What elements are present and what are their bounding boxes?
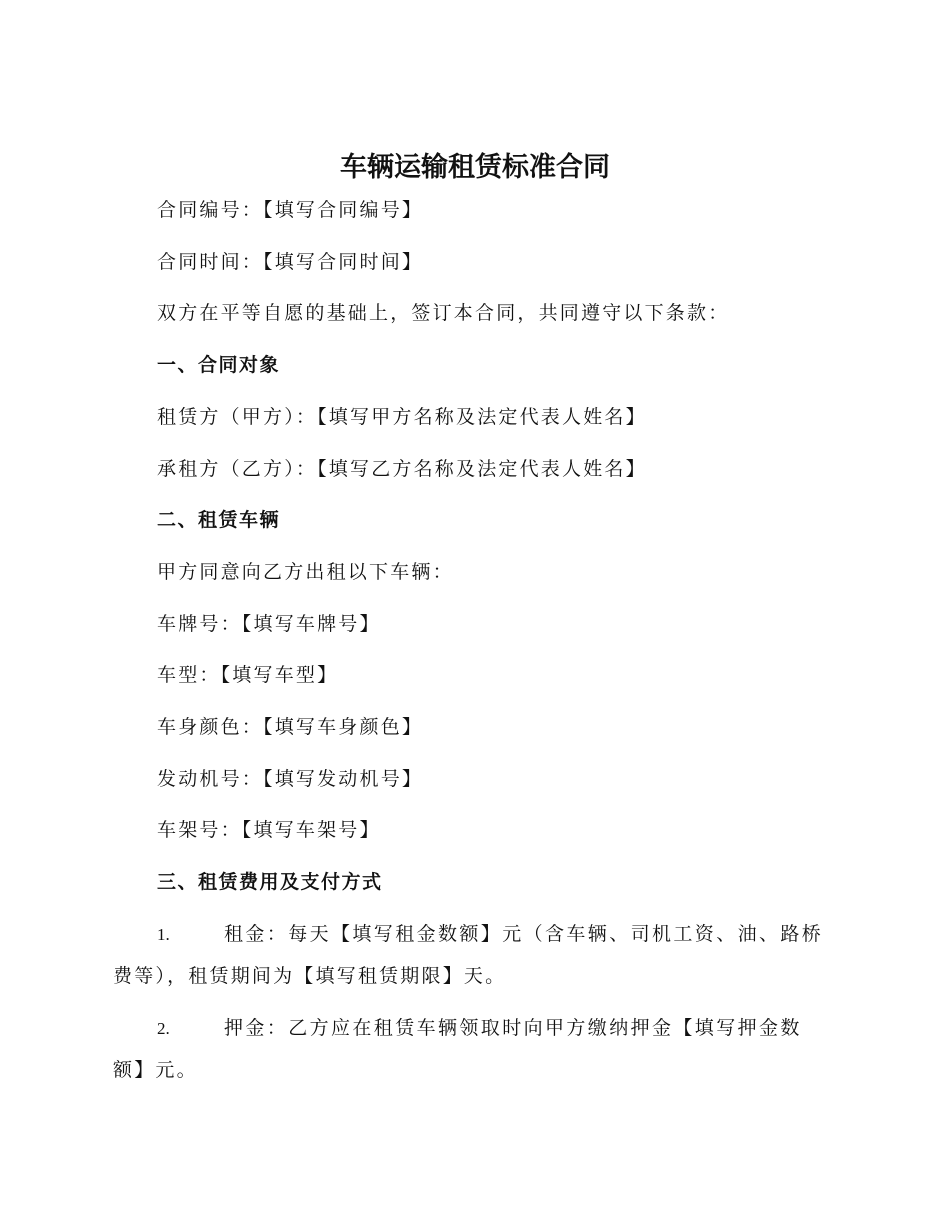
contract-time: 合同时间：【填写合同时间】 [157, 251, 424, 273]
frame-number-line: 车架号：【填写车架号】 [157, 819, 381, 841]
lessor-line: 租赁方（甲方）：【填写甲方名称及法定代表人姓名】 [157, 406, 647, 428]
list-item-number: 1. [157, 925, 170, 944]
vehicle-model-line: 车型：【填写车型】 [157, 664, 339, 686]
section-heading-3: 三、租赁费用及支付方式 [157, 871, 383, 893]
section-heading-2: 二、租赁车辆 [157, 509, 281, 531]
lessee-line: 承租方（乙方）：【填写乙方名称及法定代表人姓名】 [157, 458, 647, 480]
intro-paragraph: 双方在平等自愿的基础上，签订本合同，共同遵守以下条款： [157, 302, 730, 324]
list-item-text: 押金：乙方应在租赁车辆领取时向甲方缴纳押金【填写押金数 [224, 1017, 802, 1039]
list-item-number: 2. [157, 1019, 170, 1038]
body-color-line: 车身颜色：【填写车身颜色】 [157, 716, 424, 738]
list-item-continuation: 额】元。 [113, 1059, 198, 1081]
section-heading-1: 一、合同对象 [157, 354, 281, 376]
page-title: 车辆运输租赁标准合同 [340, 152, 610, 183]
list-item-text: 租金：每天【填写租金数额】元（含车辆、司机工资、油、路桥 [224, 923, 824, 945]
contract-number: 合同编号：【填写合同编号】 [157, 199, 424, 221]
engine-number-line: 发动机号：【填写发动机号】 [157, 768, 424, 790]
vehicle-intro: 甲方同意向乙方出租以下车辆： [157, 561, 454, 583]
plate-number-line: 车牌号：【填写车牌号】 [157, 613, 381, 635]
list-item-continuation: 费等），租赁期间为【填写租赁期限】天。 [113, 965, 507, 987]
